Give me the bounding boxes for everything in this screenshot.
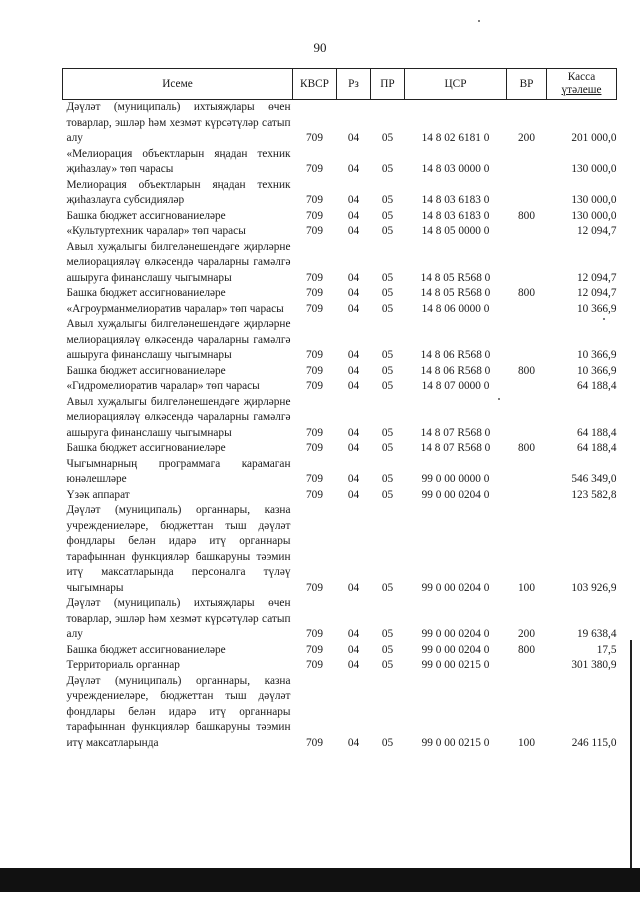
table-row	[63, 643, 617, 659]
cell-kvsr: 709	[306, 736, 323, 749]
table-row	[63, 596, 617, 643]
cell-name: «Мелиорация объектларын яңадан техник җиһазлау» төп чарасы	[66, 147, 291, 175]
cell-vr	[507, 658, 547, 674]
cell-name: Авыл хуҗалыгы билгеләнешендәге җирләрне мелиорацияләү өлкәсендә чараларны гамәлгә ашыруга финанслашу чыгымнары	[66, 318, 291, 361]
cell-amount: 130 000,0	[571, 209, 617, 222]
table-row	[63, 178, 617, 209]
cell-vr: 800	[518, 364, 535, 377]
cell-vr	[507, 395, 547, 442]
cell-rz: 04	[347, 473, 360, 485]
table-row	[63, 379, 617, 395]
cell-vr	[507, 488, 547, 504]
cell-csr: 14 8 03 0000 0	[421, 163, 490, 175]
table-row	[63, 224, 617, 240]
cell-amount: 19 638,4	[576, 628, 617, 640]
cell-pr: 05	[381, 349, 394, 361]
table-row	[63, 674, 617, 752]
cell-kvsr: 709	[306, 442, 323, 454]
cell-pr: 05	[381, 380, 394, 392]
cell-rz: 04	[347, 287, 360, 299]
cell-amount: 10 366,9	[576, 364, 617, 377]
cell-csr: 14 8 06 R568 0	[420, 349, 491, 361]
cell-name: Дәүләт (муниципаль) ихтыяҗлары өчен товарлар, эшләр һәм хезмәт күрсәтүләр сатып алу	[66, 597, 291, 640]
cell-kvsr: 709	[306, 271, 323, 284]
cell-pr: 05	[381, 442, 394, 454]
cell-amount: 12 094,7	[576, 271, 617, 284]
cell-amount: 103 926,9	[571, 581, 617, 594]
header-amount	[547, 69, 617, 100]
cell-rz: 04	[347, 209, 360, 222]
cell-name: «Культуртехник чаралар» төп чарасы	[66, 225, 246, 237]
table-row	[63, 317, 617, 364]
cell-pr: 05	[381, 209, 394, 222]
cell-rz: 04	[347, 659, 360, 671]
page-number: 90	[313, 40, 327, 55]
header-amount-line2: үтәлеше	[561, 84, 602, 96]
cell-kvsr: 709	[306, 225, 323, 237]
cell-vr: 100	[518, 581, 535, 594]
cell-rz: 04	[347, 736, 360, 749]
cell-pr: 05	[381, 488, 394, 501]
cell-pr: 05	[381, 364, 394, 377]
cell-kvsr: 709	[306, 194, 323, 206]
cell-amount: 246 115,0	[571, 736, 617, 749]
table-row	[63, 395, 617, 442]
cell-vr: 800	[518, 209, 535, 222]
cell-kvsr: 709	[306, 628, 323, 640]
cell-name: Чыгымнарның программага карамаган юнәлешләре	[66, 457, 291, 485]
cell-amount: 130 000,0	[571, 194, 617, 206]
cell-kvsr: 709	[306, 132, 323, 144]
scan-speck	[498, 398, 500, 400]
cell-amount: 12 094,7	[576, 225, 617, 237]
header-amount-line1: Касса	[567, 71, 596, 83]
cell-vr	[507, 240, 547, 287]
cell-pr: 05	[381, 659, 394, 671]
cell-name: Авыл хуҗалыгы билгеләнешендәге җирләрне мелиорацияләү өлкәсендә чараларны гамәлгә ашыруга финанслашу чыгымнары	[66, 395, 291, 439]
scan-edge-line	[630, 640, 632, 870]
table-row	[63, 100, 617, 147]
cell-csr: 14 8 05 R568 0	[420, 287, 491, 299]
cell-kvsr: 709	[306, 473, 323, 485]
cell-rz: 04	[347, 302, 360, 315]
table-row	[63, 503, 617, 596]
cell-kvsr: 709	[306, 349, 323, 361]
cell-pr: 05	[381, 643, 394, 656]
cell-kvsr: 709	[306, 364, 323, 377]
cell-name: «Агроурманмелиоратив чаралар» төп чарасы	[66, 302, 284, 315]
cell-pr: 05	[381, 287, 394, 299]
table-row	[63, 147, 617, 178]
cell-csr: 14 8 07 0000 0	[421, 380, 490, 392]
cell-name: Башка бюджет ассигнованиеләре	[66, 209, 226, 222]
cell-vr: 800	[518, 287, 535, 299]
cell-name: Үзәк аппарат	[66, 488, 130, 501]
cell-rz: 04	[347, 442, 360, 454]
cell-name: Авыл хуҗалыгы билгеләнешендәге җирләрне мелиорацияләү өлкәсендә чараларны гамәлгә ашыруга финанслашу чыгымнары	[66, 240, 291, 284]
cell-csr: 99 0 00 0204 0	[421, 581, 490, 594]
cell-kvsr: 709	[306, 380, 323, 392]
cell-amount: 17,5	[596, 643, 617, 656]
cell-pr: 05	[381, 271, 394, 284]
cell-csr: 14 8 07 R568 0	[420, 426, 491, 439]
cell-vr: 800	[518, 442, 535, 454]
cell-csr: 99 0 00 0204 0	[421, 643, 490, 656]
table-row	[63, 302, 617, 318]
cell-kvsr: 709	[306, 209, 323, 222]
cell-amount: 123 582,8	[571, 488, 617, 501]
cell-name: Башка бюджет ассигнованиеләре	[66, 442, 226, 454]
cell-name: Территориаль органнар	[66, 659, 180, 671]
table-row	[63, 209, 617, 225]
scan-speck	[603, 318, 605, 320]
cell-vr	[507, 379, 547, 395]
cell-amount: 10 366,9	[576, 302, 617, 315]
cell-rz: 04	[347, 349, 360, 361]
cell-pr: 05	[381, 426, 394, 439]
cell-csr: 99 0 00 0000 0	[421, 473, 490, 485]
cell-vr	[507, 317, 547, 364]
cell-pr: 05	[381, 132, 394, 144]
cell-pr: 05	[381, 163, 394, 175]
cell-kvsr: 709	[306, 659, 323, 671]
cell-vr	[507, 457, 547, 488]
cell-pr: 05	[381, 194, 394, 206]
cell-rz: 04	[347, 271, 360, 284]
cell-kvsr: 709	[306, 581, 323, 594]
table-row	[63, 457, 617, 488]
scan-speck	[478, 20, 480, 22]
cell-csr: 99 0 00 0215 0	[421, 659, 490, 671]
cell-vr	[507, 302, 547, 318]
cell-vr	[507, 147, 547, 178]
cell-rz: 04	[347, 163, 360, 175]
cell-amount: 10 366,9	[576, 349, 617, 361]
cell-pr: 05	[381, 628, 394, 640]
table-row	[63, 286, 617, 302]
cell-rz: 04	[347, 581, 360, 594]
cell-name: Мелиорация объектларын яңадан техник җиһазлауга субсидияләр	[66, 178, 291, 206]
cell-rz: 04	[347, 426, 360, 439]
cell-vr: 200	[518, 132, 535, 144]
cell-rz: 04	[347, 643, 360, 656]
cell-amount: 546 349,0	[571, 473, 617, 485]
budget-table	[62, 68, 617, 751]
cell-kvsr: 709	[306, 163, 323, 175]
cell-name: Дәүләт (муниципаль) ихтыяҗлары өчен товарлар, эшләр һәм хезмәт күрсәтүләр сатып алу	[66, 101, 291, 144]
cell-rz: 04	[347, 380, 360, 392]
cell-amount: 64 188,4	[576, 426, 617, 439]
cell-csr: 99 0 00 0204 0	[421, 488, 490, 501]
cell-rz: 04	[347, 364, 360, 377]
table-row	[63, 488, 617, 504]
cell-kvsr: 709	[306, 287, 323, 299]
cell-csr: 14 8 03 6183 0	[421, 209, 490, 222]
cell-csr: 14 8 03 6183 0	[421, 194, 490, 206]
cell-rz: 04	[347, 225, 360, 237]
cell-csr: 99 0 00 0215 0	[421, 736, 490, 749]
cell-amount: 64 188,4	[576, 442, 617, 454]
table-header	[63, 69, 617, 100]
cell-vr: 800	[518, 643, 535, 656]
cell-kvsr: 709	[306, 426, 323, 439]
cell-kvsr: 709	[306, 302, 323, 315]
cell-name: Дәүләт (муниципаль) органнары, казна учреждениеләре, бюджеттан тыш дәүләт фондлары белән идарә итү органнары тарафыннан функцияләр башкаруны тәэмин итү максатларында персоналга түләү чыгымнары	[66, 504, 291, 594]
cell-kvsr: 709	[306, 643, 323, 656]
header-kvsr: КВСР	[293, 69, 337, 100]
cell-amount: 64 188,4	[576, 380, 617, 392]
cell-pr: 05	[381, 225, 394, 237]
table-body	[63, 100, 617, 752]
cell-pr: 05	[381, 581, 394, 594]
cell-amount: 130 000,0	[571, 163, 617, 175]
table-row	[63, 240, 617, 287]
table-row	[63, 364, 617, 380]
cell-rz: 04	[347, 132, 360, 144]
table-row	[63, 441, 617, 457]
cell-csr: 14 8 05 R568 0	[420, 271, 491, 284]
cell-pr: 05	[381, 473, 394, 485]
cell-csr: 14 8 06 R568 0	[420, 364, 491, 377]
scan-bottom-bar	[0, 868, 640, 892]
cell-csr: 99 0 00 0204 0	[421, 628, 490, 640]
cell-kvsr: 709	[306, 488, 323, 501]
cell-name: Дәүләт (муниципаль) органнары, казна учреждениеләре, бюджеттан тыш дәүләт фондлары белән идарә итү органнары тарафыннан функцияләр башкаруны тәэмин итү максатларында	[66, 674, 291, 749]
header-csr: ЦСР	[405, 69, 507, 100]
cell-name: Башка бюджет ассигнованиеләре	[66, 643, 226, 656]
cell-name: Башка бюджет ассигнованиеләре	[66, 287, 226, 299]
cell-name: «Гидромелиоратив чаралар» төп чарасы	[66, 380, 260, 392]
cell-pr: 05	[381, 736, 394, 749]
cell-name: Башка бюджет ассигнованиеләре	[66, 364, 226, 377]
cell-vr: 200	[518, 628, 535, 640]
header-vr: ВР	[507, 69, 547, 100]
cell-csr: 14 8 02 6181 0	[421, 132, 490, 144]
header-rz: Рз	[337, 69, 371, 100]
header-pr: ПР	[371, 69, 405, 100]
cell-rz: 04	[347, 194, 360, 206]
cell-amount: 201 000,0	[571, 132, 617, 144]
cell-csr: 14 8 05 0000 0	[421, 225, 490, 237]
table-row	[63, 658, 617, 674]
cell-vr	[507, 224, 547, 240]
cell-vr: 100	[518, 736, 535, 749]
cell-amount: 12 094,7	[576, 287, 617, 299]
cell-amount: 301 380,9	[571, 659, 617, 671]
cell-csr: 14 8 06 0000 0	[421, 302, 490, 315]
cell-pr: 05	[381, 302, 394, 315]
cell-vr	[507, 178, 547, 209]
cell-rz: 04	[347, 488, 360, 501]
header-name: Исеме	[63, 69, 293, 100]
cell-csr: 14 8 07 R568 0	[420, 442, 491, 454]
cell-rz: 04	[347, 628, 360, 640]
